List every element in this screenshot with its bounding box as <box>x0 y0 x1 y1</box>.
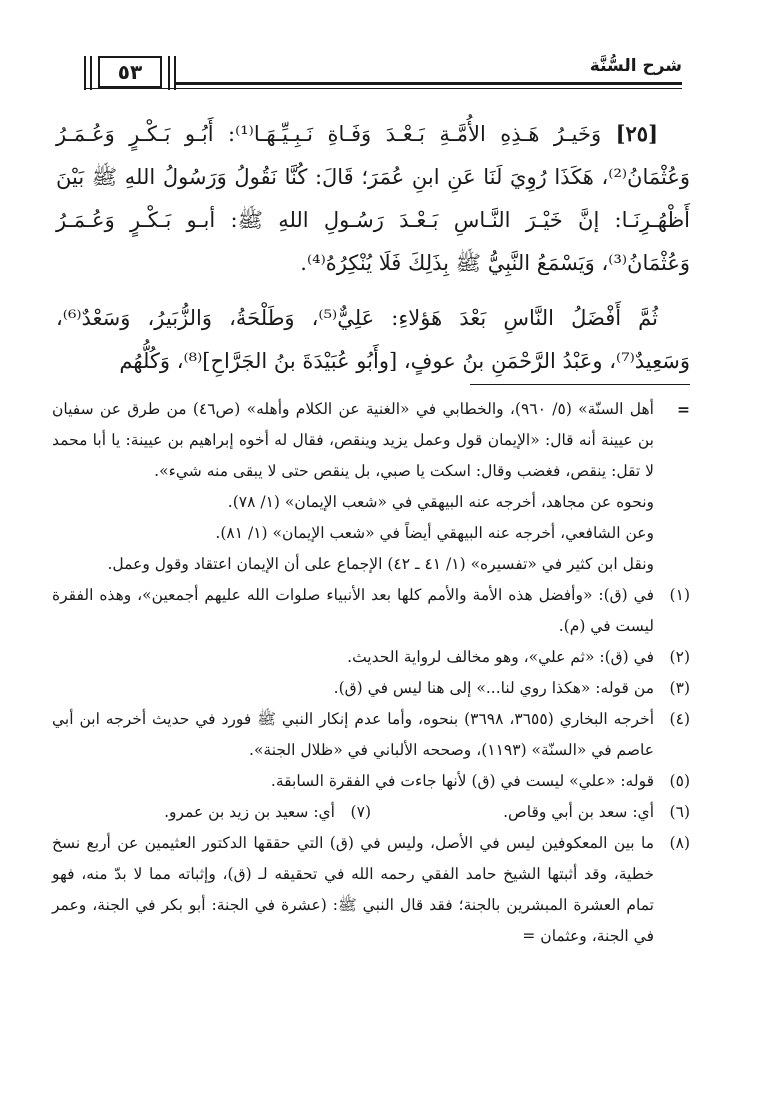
footnote-marker: (٦) <box>669 803 690 821</box>
footnote-7 <box>52 797 371 828</box>
footnote-text: ونحوه عن مجاهد، أخرجه عنه البيهقي في «شعب الإيمان» (١/ ٧٨). <box>227 493 654 511</box>
running-title: شرح السُّنَّة <box>582 56 682 76</box>
paragraph-25 <box>56 112 690 285</box>
paragraph-number: [٢٥] <box>615 121 658 146</box>
paragraph-text: وَخَيـرُ هَـذِهِ الأُمَّـةِ بَـعْـدَ وَفَـاةِ نَـبِـيِّـهَـا⁽¹⁾: أَبُـو بَـكْـرٍ وَعُـمَـرُ وَعُثْمَانُ⁽²⁾، هَكَذَا رُوِيَ لَنَا عَنِ ابنِ عُمَرَ؛ قَالَ: كُنَّا نَقُولُ وَرَسُولُ اللهِ ﷺ بَيْنَ أَظْهُـرِنَـا: إنَّ خَيْـرَ النَّـاسِ بَـعْـدَ رَسُـولِ اللهِ ﷺ: أبـو بَـكْـرٍ وَعُـمَـرُ وَعُثْمَانُ⁽³⁾، وَيَسْمَعُ النَّبِيُّ ﷺ بِذَلِكَ فَلَا يُنْكِرُهُ⁽⁴⁾. <box>56 122 690 275</box>
footnote-text: أي: سعيد بن زيد بن عمرو. <box>164 803 335 821</box>
footnote-marker: (٧) <box>350 803 371 821</box>
footnote-text: أي: سعد بن أبي وقاص. <box>503 803 654 821</box>
footnote-text: من قوله: «هكذا روي لنا...» إلى هنا ليس في (ق). <box>333 679 654 697</box>
footnote-separator <box>470 384 690 385</box>
footnote-text: ونقل ابن كثير في «تفسيره» (١/ ٤١ ـ ٤٢) الإجماع على أن الإيمان اعتقاد وقول وعمل. <box>107 555 654 573</box>
footnote-6 <box>371 797 690 828</box>
frame-bars-left <box>84 56 92 90</box>
footnote-text: قوله: «علي» ليست في (ق) لأنها جاءت في الفقرة السابقة. <box>270 772 654 790</box>
footnote-marker: (٤) <box>669 710 690 728</box>
frame-bars-right <box>168 56 176 90</box>
footnote-5 <box>52 766 690 797</box>
footnote-continuation <box>52 394 690 580</box>
footnote-3 <box>52 673 690 704</box>
footnote-text: وعن الشافعي، أخرجه عنه البيهقي أيضاً في «شعب الإيمان» (١/ ٨١). <box>215 524 654 542</box>
footnote-marker: (٨) <box>669 834 690 852</box>
main-text <box>56 112 690 383</box>
page-number-frame <box>84 56 176 88</box>
footnote-marker: (١) <box>669 586 690 604</box>
footnote-marker: (٣) <box>669 679 690 697</box>
footnote-text: في (ق): «وأفضل هذه الأمة والأمم كلها بعد الأنبياء صلوات الله عليهم أجمعين»، وهذه الفقرة ليست في (م). <box>52 586 654 635</box>
footnote-text: في (ق): «ثم علي»، وهو مخالف لرواية الحديث. <box>347 648 654 666</box>
footnote-text: أخرجه البخاري (٣٦٥٥، ٣٦٩٨) بنحوه، وأما عدم إنكار النبي ﷺ فورد في حديث أخرجه ابن أبي عاصم في «السنّة» (١١٩٣)، وصححه الألباني في «ظلال الجنة». <box>52 710 654 759</box>
footnote-2 <box>52 642 690 673</box>
footnote-row-6-7 <box>52 797 690 828</box>
footnote-text: ما بين المعكوفين ليس في الأصل، وليس في (ق) التي حققها الدكتور العثيمين عن أربع نسخ خطية، وقد أثبتها الشيخ حامد الفقي رحمه الله في تحقيقه لـ (ق)، وإثباته مما لا بدّ منه، فهو تمام العشرة المبشرين بالجنة؛ فقد قال النبي ﷺ: (عشرة في الجنة: أبو بكر في الجنة، وعمر في الجنة، وعثمان = <box>52 834 654 945</box>
footnote-marker: (٥) <box>669 772 690 790</box>
paragraph-continuation <box>56 297 690 383</box>
footnote-8 <box>52 828 690 952</box>
footnotes <box>52 394 690 952</box>
footnote-marker: (٢) <box>669 648 690 666</box>
continuation-marker: = <box>677 400 690 419</box>
footnote-1 <box>52 580 690 642</box>
footnote-text: أهل السنّة» (٥/ ٩٦٠)، والخطابي في «الغنية عن الكلام وأهله» (ص٤٦) من طرق عن سفيان بن عيينة أنه قال: «الإيمان قول وعمل يزيد وينقص، فقال له أخوه إبراهيم بن عيينة: يا أبا محمد لا تقل: ينقص، فغضب وقال: اسكت يا صبي، بل ينقص حتى لا يبقى منه شيء». <box>52 400 654 480</box>
footnote-4 <box>52 704 690 766</box>
paragraph-text: ثُمَّ أَفْضَلُ النَّاسِ بَعْدَ هَؤلاءِ: عَلِيٌّ⁽⁵⁾، وَطَلْحَةُ، وَالزُّبَيرُ، وَسَعْدٌ⁽⁶⁾، وَسَعِيدٌ⁽⁷⁾، وعَبْدُ الرَّحْمَنِ بنُ عوفٍ، [وأَبُو عُبَيْدَةَ بنُ الجَرَّاحِ]⁽⁸⁾، وَكُلُّهُم <box>56 306 690 373</box>
page-header <box>84 54 682 94</box>
page-number: ٥٣ <box>98 56 162 88</box>
